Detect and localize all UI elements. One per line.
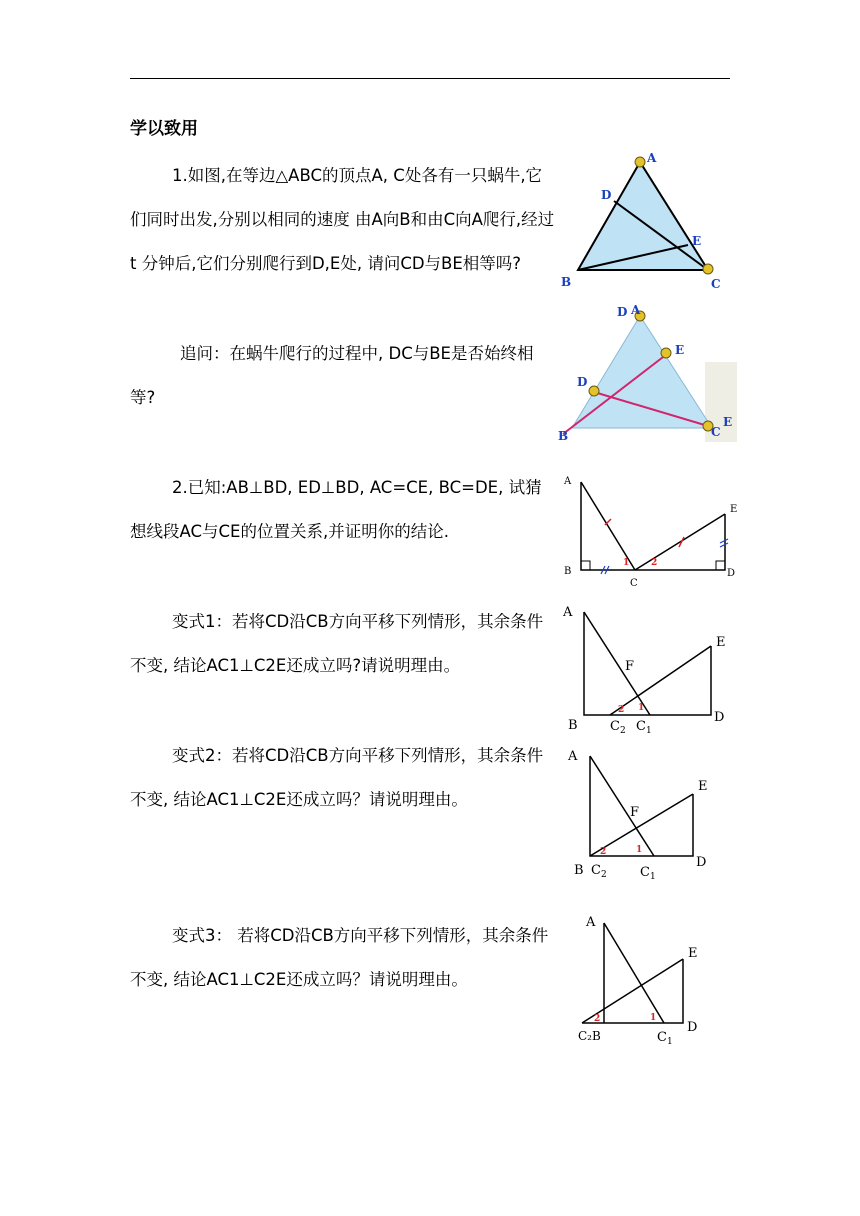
angle-1-label: 1: [623, 558, 630, 568]
label-a: A: [586, 915, 596, 930]
label-e: E: [698, 779, 708, 794]
label-a: A: [563, 605, 573, 620]
label-d: D: [727, 568, 736, 579]
label-d: D: [696, 855, 707, 870]
label-c2: $C_2$: [591, 863, 607, 880]
angle-2-label: 2: [594, 1014, 601, 1024]
followup-text: 追问：在蜗牛爬行的过程中, DC与BE是否始终相等?: [130, 344, 534, 407]
label-e: E: [675, 343, 685, 357]
top-rule: [130, 78, 730, 79]
snail-icon: [703, 264, 713, 274]
label-a: A: [564, 476, 572, 487]
figure-equilateral-1: [555, 148, 735, 294]
label-c2: $C_2$: [610, 719, 626, 736]
label-e: E: [716, 635, 726, 650]
label-d: D: [714, 710, 725, 725]
label-d: D: [617, 305, 628, 319]
question-1-text: 1.如图,在等边△ABC的顶点A, C处各有一只蜗牛,它们同时出发,分别以相同的速度 由A向B和由C向A爬行,经过 t 分钟后,它们分别爬行到D,E处, 请问CD与BE相等吗?: [130, 166, 555, 273]
label-f: F: [630, 805, 640, 820]
label-e: E: [730, 504, 738, 515]
label-b: B: [564, 566, 572, 577]
variant-1-text: 变式1：若将CD沿CB方向平移下列情形，其余条件不变, 结论AC1⊥C2E还成立吗?请说明理由。: [130, 612, 544, 675]
variant-2: [130, 734, 555, 822]
figure-equilateral-2: [555, 302, 740, 446]
label-c1: $C_1$: [636, 719, 652, 736]
label-f: F: [625, 659, 635, 674]
label-c: C: [630, 578, 638, 589]
angle-2-label: 2: [600, 847, 607, 857]
label-b: B: [558, 429, 569, 443]
label-b: B: [561, 275, 572, 289]
variant-3-text: 变式3： 若将CD沿CB方向平移下列情形，其余条件不变, 结论AC1⊥C2E还成立吗？请说明理由。: [130, 926, 549, 989]
angle-2-label: 2: [651, 558, 658, 568]
angle-1-label: 1: [650, 1013, 657, 1023]
label-d: D: [577, 375, 588, 389]
label-e: E: [692, 234, 702, 248]
label-d: D: [687, 1020, 698, 1035]
variant-2-text: 变式2：若将CD沿CB方向平移下列情形，其余条件不变, 结论AC1⊥C2E还成立吗？请说明理由。: [130, 746, 544, 809]
question-1: [130, 154, 555, 286]
figure-variant-1: [560, 600, 740, 738]
figure-variant-3: [560, 910, 740, 1048]
label-c1: $C_1$: [657, 1030, 673, 1047]
angle-2-label: 2: [618, 705, 625, 715]
label-e: E: [723, 415, 733, 429]
label-d: D: [601, 188, 612, 202]
figure-variant-2: [560, 744, 740, 884]
triangle-abc: [578, 162, 708, 270]
label-c: C: [711, 425, 721, 439]
label-a: A: [631, 303, 641, 317]
question-1-followup: [130, 332, 555, 420]
label-a: A: [647, 151, 657, 165]
snail-icon: [589, 386, 599, 396]
label-c1: $C_1$: [640, 865, 656, 882]
angle-1-label: 1: [636, 845, 643, 855]
variant-1: [130, 600, 555, 688]
section-heading: 学以致用: [130, 119, 198, 139]
label-a: A: [568, 749, 578, 764]
question-2: [130, 466, 555, 554]
label-b: B: [568, 718, 578, 733]
label-c2b: C₂B: [578, 1029, 601, 1043]
angle-1-label: 1: [638, 703, 645, 713]
label-c: C: [711, 277, 721, 291]
figure-q2-base: [560, 472, 740, 590]
snail-icon: [661, 348, 671, 358]
question-2-text: 2.已知:AB⊥BD, ED⊥BD, AC=CE, BC=DE, 试猜想线段AC与CE的位置关系,并证明你的结论.: [130, 478, 542, 541]
snail-icon: [635, 157, 645, 167]
variant-3: [130, 914, 555, 1002]
label-b: B: [574, 863, 584, 878]
label-e: E: [688, 946, 698, 961]
